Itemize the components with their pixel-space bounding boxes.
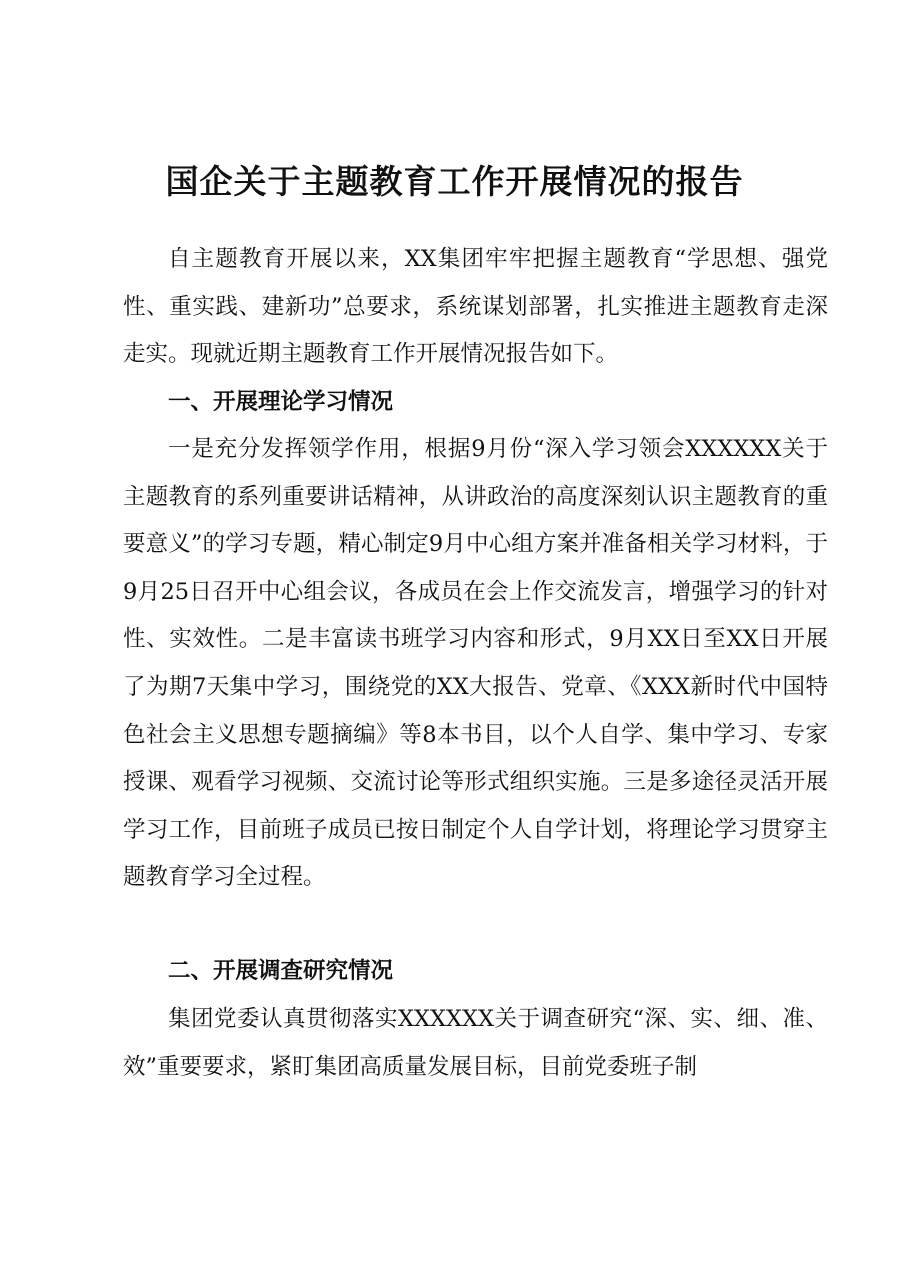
document-title: 国企关于主题教育工作开展情况的报告 xyxy=(165,162,744,201)
intro-paragraph-block xyxy=(123,236,828,379)
section2-body-block xyxy=(123,996,828,1091)
intro-paragraph: 自主题教育开展以来，XX集团牢牢把握主题教育“学思想、强党性、重实践、建新功”总要求，系统谋划部署，扎实推进主题教育走深走实。现就近期主题教育工作开展情况报告如下。 xyxy=(123,246,828,368)
section2-heading: 二、开展调查研究情况 xyxy=(168,958,394,984)
section1-heading-block xyxy=(123,379,828,427)
section1-body-block xyxy=(123,426,828,902)
section2-paragraph: 集团党委认真贯彻落实XXXXXX关于调查研究“深、实、细、准、效”重要要求，紧盯集团高质量发展目标，目前党委班子制 xyxy=(123,1006,828,1080)
section1-paragraph: 一是充分发挥领学作用，根据9月份“深入学习领会XXXXXX关于主题教育的系列重要讲话精神，从讲政治的高度深刻认识主题教育的重要意义”的学习专题，精心制定9月中心组方案并准备相关学习材料，于9月25日召开中心组会议，各成员在会上作交流发言，增强学习的针对性、实效性。二是丰富读书班学习内容和形式，9月XX日至XX日开展了为期7天集中学习，围绕党的XX大报告、党章、《XXX新时代中国特色社会主义思想专题摘编》等8本书目，以个人自学、集中学习、专家授课、观看学习视频、交流讨论等形式组织实施。三是多途径灵活开展学习工作，目前班子成员已按日制定个人自学计划，将理论学习贯穿主题教育学习全过程。 xyxy=(123,436,828,891)
section1-heading: 一、开展理论学习情况 xyxy=(168,389,394,415)
section2-heading-block xyxy=(123,948,828,996)
